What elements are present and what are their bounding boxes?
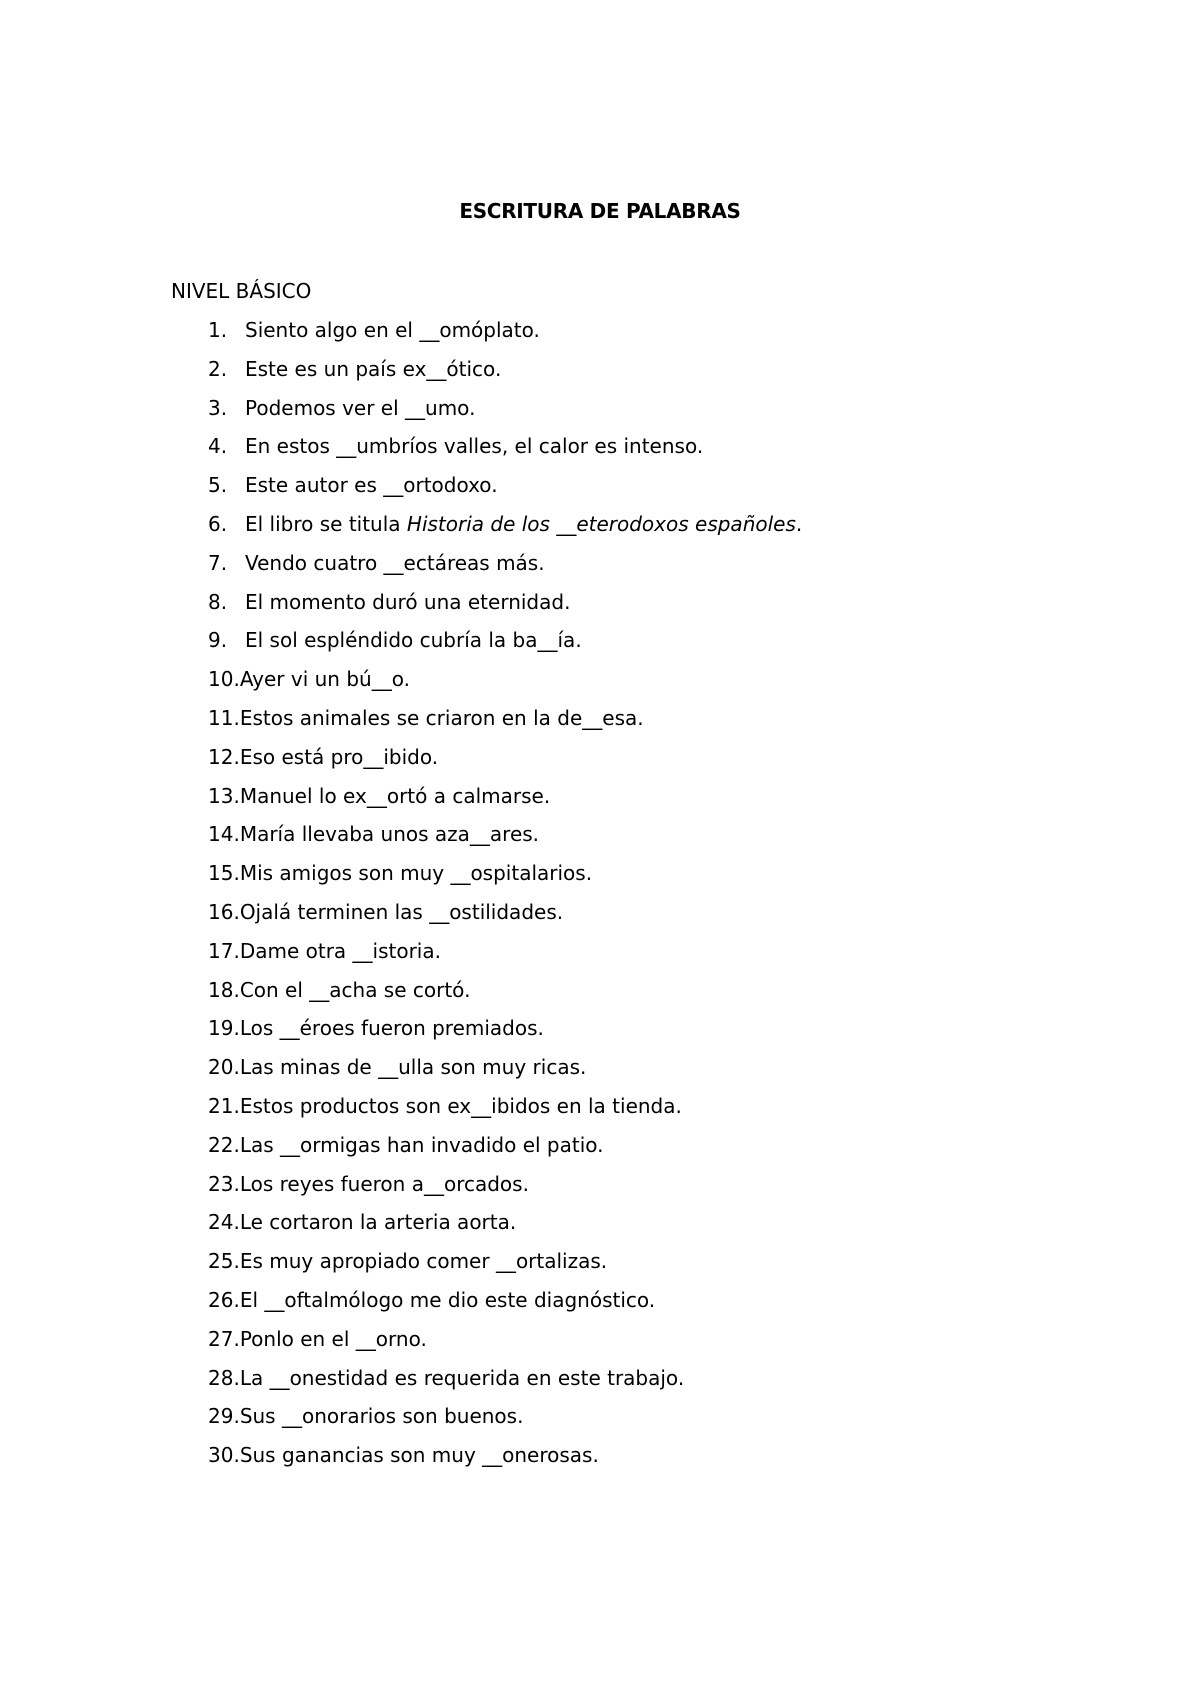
item-number: 23. bbox=[208, 1171, 240, 1196]
item-line bbox=[208, 1363, 684, 1393]
item-sentence: Ponlo en el __orno. bbox=[239, 1326, 427, 1351]
item-number: 4. bbox=[208, 434, 228, 459]
item-line bbox=[208, 1246, 607, 1276]
item-sentence: El momento duró una eternidad. bbox=[245, 589, 571, 614]
item-sentence: Los reyes fueron a__orcados. bbox=[239, 1171, 529, 1196]
item-sentence: Ojalá terminen las __ostilidades. bbox=[239, 899, 564, 924]
item-line bbox=[208, 1169, 529, 1199]
item-sentence: Manuel lo ex__ortó a calmarse. bbox=[239, 783, 551, 808]
item-number: 24. bbox=[208, 1210, 240, 1235]
item-sentence: Estos animales se criaron en la de__esa. bbox=[239, 705, 644, 730]
item-number: 10. bbox=[208, 667, 240, 692]
item-line bbox=[208, 1091, 682, 1121]
item-sentence: Es muy apropiado comer __ortalizas. bbox=[239, 1249, 608, 1274]
item-number: 11. bbox=[208, 705, 240, 730]
item-number: 1. bbox=[208, 318, 228, 342]
item-sentence: La __onestidad es requerida en este trabajo. bbox=[239, 1365, 685, 1390]
item-number: 27. bbox=[208, 1326, 240, 1351]
item-line bbox=[208, 1013, 544, 1043]
item-sentence: Sus ganancias son muy __onerosas. bbox=[239, 1443, 599, 1468]
item-number: 16. bbox=[208, 899, 240, 924]
item-number: 5. bbox=[208, 473, 228, 498]
item-number: 15. bbox=[208, 861, 240, 886]
item-sentence: Las minas de __ulla son muy ricas. bbox=[239, 1055, 587, 1080]
item-sentence: El sol espléndido cubría la ba__ía. bbox=[245, 628, 582, 653]
item-number: 14. bbox=[208, 822, 240, 847]
item-sentence: Podemos ver el __umo. bbox=[245, 395, 476, 420]
item-line bbox=[208, 858, 592, 888]
item-number: 7. bbox=[208, 550, 228, 575]
item-number: 12. bbox=[208, 744, 240, 769]
item-number: 21. bbox=[208, 1093, 240, 1118]
item-line bbox=[208, 819, 539, 849]
item-number: 9. bbox=[208, 628, 228, 653]
item-line bbox=[208, 742, 438, 772]
item-line bbox=[208, 1052, 586, 1082]
item-line bbox=[208, 1285, 655, 1315]
item-sentence: Vendo cuatro __ectáreas más. bbox=[245, 550, 545, 575]
item-sentence: Ayer vi un bú__o. bbox=[239, 667, 410, 692]
item-number: 20. bbox=[208, 1055, 240, 1080]
item-sentence: Estos productos son ex__ibidos en la tienda. bbox=[239, 1093, 682, 1118]
item-sentence: Eso está pro__ibido. bbox=[239, 744, 439, 769]
item-line bbox=[208, 1401, 523, 1431]
item-sentence: En estos __umbríos valles, el calor es intenso. bbox=[245, 434, 704, 459]
item-number: 17. bbox=[208, 938, 240, 963]
item-number: 22. bbox=[208, 1132, 240, 1157]
item-sentence-suffix: . bbox=[795, 511, 803, 536]
item-line bbox=[208, 975, 470, 1005]
item-line bbox=[208, 936, 441, 966]
item-sentence: Las __ormigas han invadido el patio. bbox=[239, 1132, 604, 1157]
item-sentence-prefix: El libro se titula bbox=[245, 511, 407, 536]
item-line bbox=[208, 1130, 604, 1160]
item-sentence: Los __éroes fueron premiados. bbox=[239, 1016, 544, 1041]
item-sentence: El __oftalmólogo me dio este diagnóstico. bbox=[239, 1287, 656, 1312]
item-sentence: Siento algo en el __omóplato. bbox=[245, 318, 540, 342]
item-number: 8. bbox=[208, 589, 228, 614]
item-line bbox=[208, 1207, 516, 1237]
item-line bbox=[208, 664, 410, 694]
item-number: 28. bbox=[208, 1365, 240, 1390]
book-title: Historia de los __eterodoxos españoles bbox=[406, 511, 796, 536]
item-sentence bbox=[245, 509, 802, 539]
item-number: 29. bbox=[208, 1404, 240, 1429]
item-sentence: Dame otra __istoria. bbox=[239, 938, 441, 963]
item-number: 26. bbox=[208, 1287, 240, 1312]
item-sentence: Le cortaron la arteria aorta. bbox=[239, 1210, 517, 1235]
item-sentence: Mis amigos son muy __ospitalarios. bbox=[239, 861, 593, 886]
item-line bbox=[208, 1324, 427, 1354]
item-line bbox=[208, 897, 563, 927]
item-line bbox=[208, 1440, 599, 1470]
item-line bbox=[208, 781, 550, 811]
section-label: NIVEL BÁSICO bbox=[171, 279, 312, 303]
item-number: 19. bbox=[208, 1016, 240, 1041]
item-number: 25. bbox=[208, 1249, 240, 1274]
item-number: 30. bbox=[208, 1443, 240, 1468]
item-number: 6. bbox=[208, 511, 228, 536]
item-number: 3. bbox=[208, 395, 228, 420]
item-number: 13. bbox=[208, 783, 240, 808]
item-line bbox=[208, 703, 644, 733]
item-sentence: Este es un país ex__ótico. bbox=[245, 356, 502, 381]
item-sentence: María llevaba unos aza__ares. bbox=[239, 822, 540, 847]
document-title: ESCRITURA DE PALABRAS bbox=[459, 199, 741, 223]
item-sentence: Con el __acha se cortó. bbox=[239, 977, 471, 1002]
item-sentence: Este autor es __ortodoxo. bbox=[245, 473, 498, 498]
item-number: 18. bbox=[208, 977, 240, 1002]
item-number: 2. bbox=[208, 356, 228, 381]
item-sentence: Sus __onorarios son buenos. bbox=[239, 1404, 524, 1429]
